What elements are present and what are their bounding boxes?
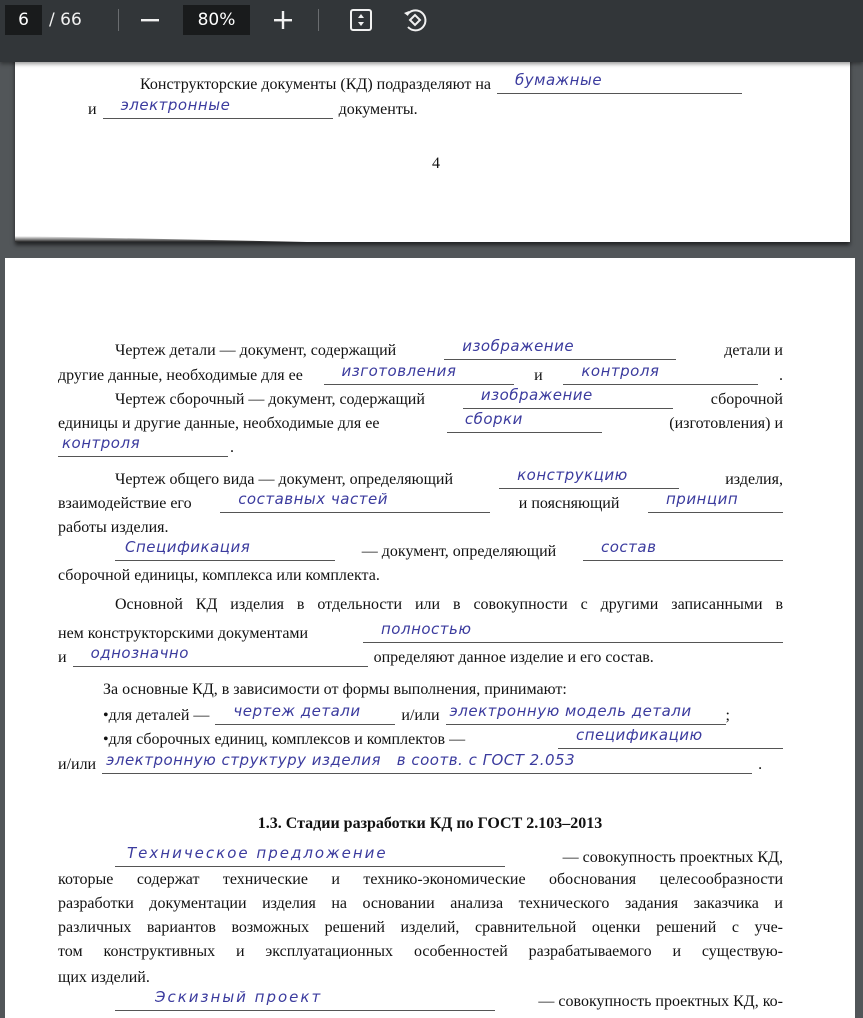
text: (изготовления) и <box>669 415 783 432</box>
handwriting: составных частей <box>238 490 388 508</box>
text-line <box>58 363 783 385</box>
text-line <box>115 845 783 867</box>
fill-blank <box>558 726 783 749</box>
text-line <box>115 539 783 561</box>
text-line <box>58 621 783 643</box>
zoom-level-input[interactable]: 80% <box>183 5 250 35</box>
text: изделия, <box>725 471 783 488</box>
text-line <box>115 467 783 489</box>
fill-blank <box>563 362 758 385</box>
fill-blank <box>115 988 495 1011</box>
fill-blank <box>463 386 673 409</box>
text: единицы и другие данные, необходимые для ее <box>58 415 380 432</box>
text: За основные КД, в зависимости от формы выполнения, принимают: <box>103 681 567 698</box>
pdf-page-current <box>5 258 855 1018</box>
text: ; <box>725 707 730 724</box>
text: — документ, определяющий <box>361 543 557 560</box>
handwriting: принцип <box>665 490 739 508</box>
fill-blank <box>446 702 726 725</box>
fill-blank <box>444 337 676 360</box>
fill-blank <box>499 466 679 489</box>
fill-blank <box>220 490 490 513</box>
text-line <box>103 703 730 725</box>
handwriting: контроля <box>581 362 660 380</box>
toolbar-divider <box>118 9 119 31</box>
handwriting: контроля <box>62 434 141 452</box>
text-line <box>58 411 783 433</box>
fill-blank <box>447 410 602 433</box>
fill-blank <box>324 362 514 385</box>
text-line <box>58 435 234 457</box>
text: детали и <box>724 342 783 359</box>
handwriting: чертеж детали <box>233 702 361 720</box>
handwriting: изготовления <box>341 362 457 380</box>
text: •для сборочных единиц, комплексов и комплектов — <box>103 731 466 748</box>
text: сборочной <box>710 391 783 408</box>
pdf-toolbar <box>0 0 863 62</box>
text-line <box>103 677 567 699</box>
text: Конструкторские документы (КД) подразделяют на <box>140 76 492 93</box>
pdf-page-previous <box>15 40 850 242</box>
fill-blank <box>648 490 783 513</box>
fill-blank <box>497 71 742 94</box>
handwriting: спецификацию <box>576 726 703 744</box>
text: — совокупность проектных КД, ко- <box>538 993 783 1010</box>
fill-blank <box>103 96 333 119</box>
handwriting: электронную структуру изделия в соотв. с ГОСТ 2.053 <box>106 751 576 769</box>
text: щих изделий. <box>58 969 150 986</box>
handwriting: сборки <box>464 410 523 428</box>
handwriting: электронные <box>120 96 231 114</box>
text-line <box>115 387 783 409</box>
text-line <box>103 727 783 749</box>
fill-blank <box>58 434 228 457</box>
toolbar-divider <box>318 9 319 31</box>
text: . <box>758 756 763 773</box>
text: взаимодействие его <box>58 495 192 512</box>
text: другие данные, необходимые для ее <box>58 367 303 384</box>
handwriting: Эскизный проект <box>155 988 323 1006</box>
text-line <box>115 989 783 1011</box>
handwriting: изображение <box>480 386 593 404</box>
fill-blank <box>115 844 505 867</box>
text-line: которые содержат технические и технико-экономические обоснования целесообразности <box>58 871 783 888</box>
text-line: том конструктивных и эксплуатационных особенностей разрабатываемого и существую- <box>58 943 783 960</box>
text: . <box>779 367 783 384</box>
text: Чертеж общего вида — документ, определяющий <box>115 471 454 488</box>
text-line <box>115 338 783 360</box>
text: и/или <box>58 756 97 773</box>
handwriting: бумажные <box>515 71 603 89</box>
section-heading: 1.3. Стадии разработки КД по ГОСТ 2.103–2013 <box>257 815 603 832</box>
text: и <box>534 367 543 384</box>
handwriting: изображение <box>462 337 575 355</box>
text-line: Основной КД изделия в отдельности или в совокупности с другими записанными в <box>115 596 783 613</box>
handwriting: Техническое предложение <box>127 844 388 862</box>
text: •для деталей — <box>103 707 210 724</box>
text: . <box>230 439 234 456</box>
text-line: различных вариантов возможных решений изделий, сравнительной оценки решений с уче- <box>58 919 783 936</box>
handwriting: электронную модель детали <box>449 702 692 720</box>
handwriting: конструкцию <box>517 466 628 484</box>
text-line <box>58 563 380 585</box>
handwriting: полностью <box>381 620 472 638</box>
text-line <box>58 965 150 987</box>
text-line: разработки документации изделия на основании анализа технического задания заказчика и <box>58 895 783 912</box>
handwriting: состав <box>601 538 657 556</box>
handwriting: однозначно <box>90 644 189 662</box>
text-line <box>88 97 418 119</box>
fill-blank <box>73 644 368 667</box>
text: и <box>88 101 97 118</box>
text: нем конструкторскими документами <box>58 625 309 642</box>
rotate-icon <box>401 7 427 33</box>
fit-to-page-button[interactable] <box>345 4 377 36</box>
fit-page-icon <box>349 8 373 32</box>
minus-icon <box>140 10 160 30</box>
text-line <box>58 491 783 513</box>
text: и/или <box>401 707 440 724</box>
zoom-out-button[interactable] <box>134 4 166 36</box>
page-total: / 66 <box>49 10 82 30</box>
fill-blank <box>363 620 783 643</box>
fill-blank <box>102 751 752 774</box>
text: и поясняющий <box>518 495 620 512</box>
handwriting: Спецификация <box>125 538 251 556</box>
text-line <box>58 645 654 667</box>
text: определяют данное изделие и его состав. <box>373 649 654 666</box>
zoom-in-button[interactable] <box>267 4 299 36</box>
text: работы изделия. <box>58 519 169 536</box>
text: Чертеж сборочный — документ, содержащий <box>115 391 425 408</box>
text: — совокупность проектных КД, <box>562 849 783 866</box>
text-line <box>140 72 742 94</box>
text: документы. <box>338 101 418 118</box>
text-line <box>58 752 762 774</box>
fill-blank <box>583 538 783 561</box>
page-number-input[interactable]: 6 <box>5 5 42 35</box>
page-number: 4 <box>432 155 440 172</box>
text-line <box>58 515 169 537</box>
fill-blank <box>215 702 395 725</box>
plus-icon <box>273 10 293 30</box>
text: и <box>58 649 67 666</box>
text: сборочной единицы, комплекса или комплекта. <box>58 567 380 584</box>
rotate-button[interactable] <box>398 4 430 36</box>
text: Чертеж детали — документ, содержащий <box>115 342 397 359</box>
fill-blank <box>115 538 335 561</box>
